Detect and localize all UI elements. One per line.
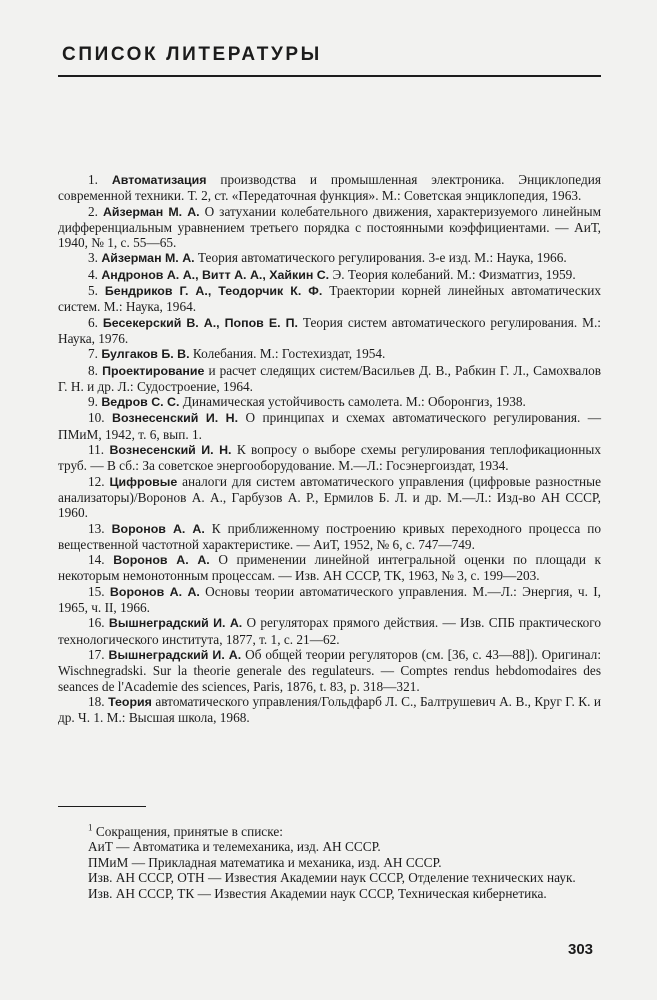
ref-text: К приближенному построению кривых переходного процесса по вещественной частотной характеристике. — АиТ, 1952, № 6, с. 747—749. [58, 520, 602, 552]
ref-text: Траектории корней линейных автоматических систем. М.: Наука, 1964. [58, 283, 602, 315]
ref-number: 10. [88, 410, 105, 426]
ref-author: Андронов А. А., Витт А. А., Хайкин С. [101, 267, 330, 282]
reference-item [58, 346, 601, 362]
ref-number: 4. [88, 266, 98, 282]
ref-author: Вышнеградский И. А. [108, 647, 242, 662]
title-divider [58, 75, 601, 77]
ref-author: Бесекерский В. А., Попов Е. П. [102, 315, 298, 330]
ref-text: автоматического управления/Гольдфарб Л. С., Балтрушевич А. В., Круг Г. К. и др. Ч. 1. М.: Высшая школа, 1968. [58, 693, 601, 726]
reference-item [58, 204, 601, 251]
ref-text: О применении линейной интегральной оценки по площади к некоторым немонотонным процессам. — Изв. АН СССР, ТК, 1963, № 3, с. 199—203. [58, 552, 601, 584]
footnote-intro: $^1$ Сокращения, принятые в списке: [88, 822, 283, 839]
reference-item [58, 315, 601, 347]
ref-author: Воронов А. А. [111, 521, 205, 536]
ref-author: Булгаков Б. В. [101, 347, 190, 362]
reference-item [58, 552, 601, 584]
ref-author: Вознесенский И. Н. [112, 411, 239, 426]
ref-text: Об общей теории регуляторов (см. [36, с. 43—88]). Оригинал: Wischnegradski. Sur la theorie generale des regulateurs. — Comptes rendus hebdomodaires des seances de l'Academie des sciences, Paris, 1876, t. 83, p. 318—321. [58, 646, 602, 694]
ref-number: 6. [88, 314, 98, 330]
ref-text: О принципах и схемах автоматического регулирования. — ПМиМ, 1942, т. 6, вып. 1. [58, 410, 601, 442]
ref-number: 1. [88, 172, 98, 187]
page-number: 303 [568, 941, 594, 958]
ref-text: аналоги для систем автоматического управления (цифровые разностные анализаторы)/Воронов А. А., Гарбузов А. Р., Ермилов Б. Л. и др. М.—Л.: Изд-во АН СССР, 1960. [58, 473, 602, 521]
ref-number: 7. [88, 346, 98, 362]
ref-number: 17. [88, 646, 105, 662]
ref-text: Колебания. М.: Гостехиздат, 1954. [192, 346, 386, 362]
reference-item [58, 283, 601, 315]
footnote-item: Изв. АН СССР, ОТН — Известия Академии наук СССР, Отделение технических наук. [88, 870, 576, 886]
reference-item [58, 647, 601, 694]
reference-item [58, 410, 601, 442]
ref-author: Воронов А. А. [109, 584, 200, 599]
reference-item [58, 267, 601, 283]
ref-text: Теория систем автоматического регулирования. М.: Наука, 1976. [58, 314, 601, 346]
reference-item [58, 694, 601, 726]
ref-author: Теория [108, 694, 152, 709]
ref-author: Ведров С. С. [101, 395, 180, 410]
ref-number: 12. [88, 473, 105, 489]
ref-author: Автоматизация [111, 173, 207, 187]
ref-author: Цифровые [109, 474, 178, 489]
reference-item [58, 442, 601, 474]
ref-text: производства и промышленная электроника. Энциклопедия современной техники. Т. 2, ст. «Передаточная функция». М.: Советская энциклопедия, 1963. [58, 172, 602, 204]
reference-item [58, 615, 601, 647]
ref-number: 11. [88, 442, 105, 458]
ref-number: 13. [88, 520, 105, 536]
ref-text: Основы теории автоматического управления. М.—Л.: Энергия, ч. I, 1965, ч. II, 1966. [58, 583, 601, 616]
reference-item [58, 172, 601, 204]
ref-number: 16. [88, 615, 105, 631]
ref-author: Воронов А. А. [113, 553, 210, 568]
ref-text: Э. Теория колебаний. М.: Физматгиз, 1959. [332, 266, 576, 282]
footnote-item: ПМиМ — Прикладная математика и механика, изд. АН СССР. [88, 854, 442, 870]
footnote-item: Изв. АН СССР, ТК — Известия Академии наук СССР, Техническая кибернетика. [88, 885, 547, 901]
reference-item [58, 363, 601, 395]
ref-author: Айзерман М. А. [102, 204, 200, 219]
ref-text: и расчет следящих систем/Васильев Д. В., Рабкин Г. Л., Самохвалов Г. Н. и др. Л.: Судостроение, 1964. [58, 362, 602, 394]
reference-item [58, 394, 601, 410]
ref-text: Динамическая устойчивость самолета. М.: Оборонгиз, 1938. [182, 394, 526, 410]
footnote-divider [58, 806, 146, 807]
footnote-marker: 1 [88, 822, 93, 833]
ref-author: Айзерман М. А. [101, 251, 195, 266]
ref-number: 18. [88, 693, 105, 709]
ref-number: 5. [88, 283, 98, 299]
reference-list [58, 172, 601, 725]
ref-author: Проектирование [102, 363, 205, 378]
ref-number: 15. [88, 583, 105, 599]
ref-text: К вопросу о выборе схемы регулирования теплофикационных труб. — В сб.: За советское энергооборудование. М.—Л.: Госэнергоиздат, 1934. [58, 442, 601, 474]
ref-text: О регуляторах прямого действия. — Изв. СПБ практического технологического института, 1877, т. 1, с. 21—62. [58, 615, 602, 647]
ref-number: 2. [88, 203, 98, 219]
reference-item [58, 250, 601, 266]
page-title: СПИСОК ЛИТЕРАТУРЫ [62, 44, 322, 65]
reference-item [58, 521, 601, 553]
reference-item [58, 474, 601, 521]
ref-number: 14. [88, 552, 105, 568]
ref-number: 9. [88, 394, 98, 410]
reference-item [58, 584, 601, 616]
ref-number: 3. [88, 250, 98, 266]
footnotes [58, 824, 601, 901]
ref-number: 8. [88, 362, 98, 378]
ref-author: Вознесенский И. Н. [109, 443, 232, 458]
footnote-item: АиТ — Автоматика и телемеханика, изд. АН СССР. [88, 839, 381, 855]
ref-author: Вышнеградский И. А. [108, 616, 243, 631]
ref-text: Теория автоматического регулирования. 3-е изд. М.: Наука, 1966. [197, 250, 567, 266]
ref-text: О затухании колебательного движения, характеризуемого линейным дифференциальным уравнением третьего порядка с постоянными коэффициентами. — АиТ, 1940, № 1, с. 55—65. [58, 203, 601, 251]
ref-author: Бендриков Г. А., Теодорчик К. Ф. [104, 284, 323, 299]
